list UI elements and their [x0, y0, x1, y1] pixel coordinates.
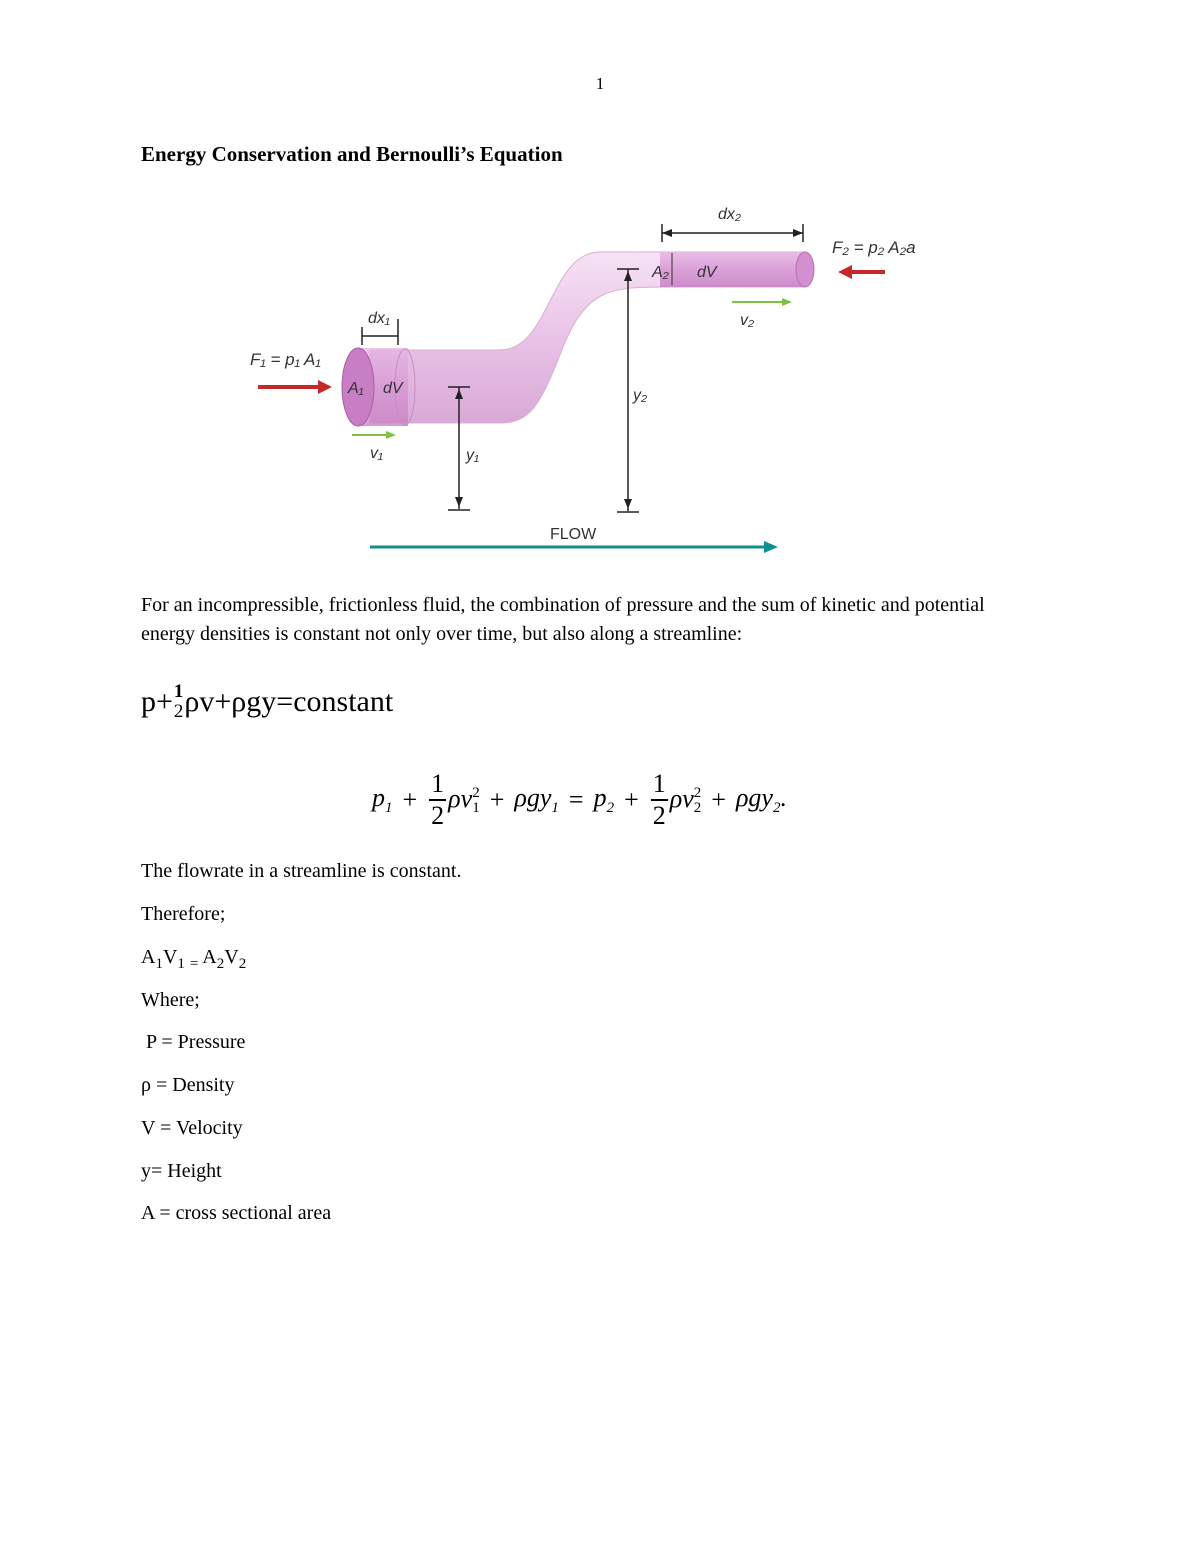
eq2-plus-4: +	[711, 785, 726, 814]
eq2-fraction-2: $\frac{1}{2}$	[652, 769, 666, 830]
y1-label: y₁	[466, 447, 480, 464]
a2-label: A₂	[652, 264, 669, 281]
y2-label: y₂	[633, 387, 648, 404]
continuity-equation: $A_1V_1$ $_=$ $A_2V_2$	[141, 946, 247, 972]
eq2-rho-v2-squared: ρv 2 2	[669, 783, 702, 817]
dx2-label: dx₂	[718, 206, 741, 223]
a1-label: A₁	[348, 380, 364, 397]
eq2-fraction-1: $\frac{1}{2}$	[431, 769, 445, 830]
eq1-frac-num: 1	[173, 681, 184, 702]
pipe-narrow-section	[660, 252, 805, 287]
document-title: Energy Conservation and Bernoulli’s Equation	[141, 142, 563, 166]
eq2-p1: $p_1$	[372, 782, 393, 817]
intro-paragraph: For an incompressible, frictionless fluid, the combination of pressure and the sum of kinetic and potential energy densities is constant not only over time, but also along a streamline:	[141, 594, 985, 645]
eq2-plus-3: +	[624, 785, 639, 814]
eq2-plus-1: +	[402, 785, 418, 814]
v1-label: v₁	[370, 445, 384, 462]
where-label: Where;	[141, 989, 200, 1011]
eq1-fraction	[174, 682, 184, 722]
eq2-p2: $p_2$	[593, 782, 615, 817]
v2-label: v₂	[740, 312, 755, 329]
therefore-label: Therefore;	[141, 903, 226, 925]
force1-label: F₁ = p₁ A₁	[250, 350, 321, 369]
bernoulli-pipe-diagram	[240, 195, 960, 565]
dx1-label: dx₁	[368, 310, 390, 327]
eq1-prefix: p+	[141, 685, 173, 718]
dv2-label: dV	[697, 264, 717, 281]
dv1-label: dV	[383, 380, 403, 397]
eq2-plus-2: +	[489, 785, 505, 814]
eq2-rho-g-y2: ρgy$_2$.	[735, 782, 787, 817]
definition-density: ρ = Density	[141, 1074, 235, 1096]
eq2-rho-v1-squared: ρv 2 1	[448, 783, 480, 817]
bernoulli-equation-simple	[141, 672, 393, 732]
eq2-equals: =	[568, 785, 584, 814]
eq2-rho-g-y1: ρgy$_1$	[514, 782, 559, 817]
definition-height: y= Height	[141, 1160, 222, 1182]
eq1-frac-den: 2	[173, 701, 184, 722]
eq1-suffix: ρv+ρgy=constant	[184, 685, 394, 718]
definition-pressure: P = Pressure	[141, 1031, 246, 1053]
page-number: 1	[595, 74, 605, 93]
definition-area: A = cross sectional area	[141, 1202, 332, 1224]
force2-label: F₂ = p₂ A₂a	[832, 238, 916, 257]
flow-label: FLOW	[550, 526, 597, 543]
pipe-right-end	[796, 252, 814, 287]
flowrate-statement: The flowrate in a streamline is constant.	[141, 860, 462, 882]
definition-velocity: V = Velocity	[141, 1117, 243, 1139]
bernoulli-equation-full	[372, 760, 787, 840]
